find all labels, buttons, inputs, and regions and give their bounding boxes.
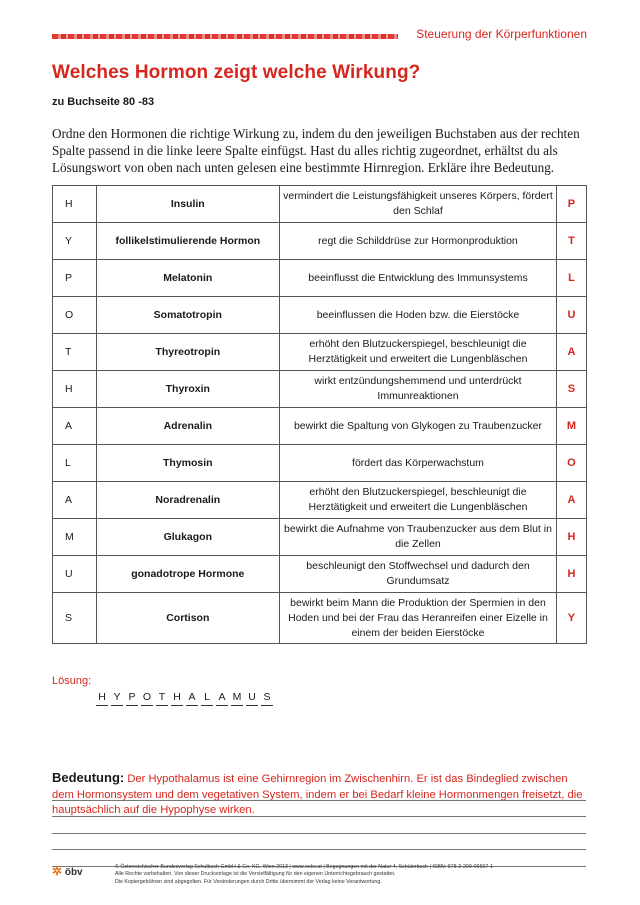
row-letter: H [53, 186, 97, 223]
row-solution-letter: L [556, 260, 586, 297]
row-hormone-name: Insulin [96, 186, 280, 223]
row-effect: erhöht den Blutzuckerspiegel, beschleunigt die Herztätigkeit und erweitert die Lungenbläschen [280, 482, 557, 519]
solution-letter: H [171, 691, 183, 706]
row-solution-letter: P [556, 186, 586, 223]
row-solution-letter: S [556, 371, 586, 408]
row-effect: beeinflussen die Hoden bzw. die Eierstöcke [280, 297, 557, 334]
meaning-label: Bedeutung: [52, 770, 125, 785]
table-row [53, 223, 587, 260]
solution-letter: M [231, 691, 243, 706]
solution-letter: P [126, 691, 138, 706]
meaning-block [52, 770, 586, 819]
row-hormone-name: Melatonin [96, 260, 280, 297]
footer-line-2: Alle Rechte vorbehalten. Von dieser Druckvorlage ist die Vervielfältigung für den eigenen Unterrichtsgebrauch gestattet. [115, 871, 396, 878]
row-effect: bewirkt beim Mann die Produktion der Spermien in den Hoden und bei der Frau das Heranreifen einer Eizelle in einem der beiden Eierstöcke [280, 593, 557, 644]
row-hormone-name: Somatotropin [96, 297, 280, 334]
publisher-logo [52, 864, 83, 878]
page-subtitle: zu Buchseite 80 -83 [52, 96, 155, 108]
row-letter: A [53, 482, 97, 519]
table-row [53, 371, 587, 408]
row-effect: erhöht den Blutzuckerspiegel, beschleunigt die Herztätigkeit und erweitert die Lungenbläschen [280, 334, 557, 371]
row-letter: H [53, 371, 97, 408]
table-row [53, 519, 587, 556]
solution-letter: H [96, 691, 108, 706]
row-letter: U [53, 556, 97, 593]
solution-letter: T [156, 691, 168, 706]
table-row [53, 334, 587, 371]
row-effect: bewirkt die Spaltung von Glykogen zu Traubenzucker [280, 408, 557, 445]
row-effect: beeinflusst die Entwicklung des Immunsystems [280, 260, 557, 297]
table-row [53, 260, 587, 297]
row-hormone-name: Noradrenalin [96, 482, 280, 519]
row-letter: L [53, 445, 97, 482]
row-hormone-name: Adrenalin [96, 408, 280, 445]
row-solution-letter: A [556, 482, 586, 519]
row-letter: S [53, 593, 97, 644]
table-row [53, 408, 587, 445]
hormone-table [52, 185, 587, 644]
row-effect: regt die Schilddrüse zur Hormonproduktion [280, 223, 557, 260]
solution-label: Lösung: [52, 675, 92, 687]
table-row [53, 297, 587, 334]
row-solution-letter: H [556, 519, 586, 556]
solution-letter: Y [111, 691, 123, 706]
solution-letter: O [141, 691, 153, 706]
row-solution-letter: H [556, 556, 586, 593]
row-letter: P [53, 260, 97, 297]
solution-letter: S [261, 691, 273, 706]
table-row [53, 482, 587, 519]
logo-text: öbv [64, 867, 83, 878]
row-effect: bewirkt die Aufnahme von Traubenzucker aus dem Blut in die Zellen [280, 519, 557, 556]
row-letter: Y [53, 223, 97, 260]
table-row [53, 186, 587, 223]
row-hormone-name: gonadotrope Hormone [96, 556, 280, 593]
row-hormone-name: Cortison [96, 593, 280, 644]
row-effect: beschleunigt den Stoffwechsel und dadurch den Grundumsatz [280, 556, 557, 593]
row-hormone-name: Thyreotropin [96, 334, 280, 371]
solution-word [96, 691, 273, 706]
row-solution-letter: Y [556, 593, 586, 644]
solution-letter: U [246, 691, 258, 706]
row-solution-letter: U [556, 297, 586, 334]
header-decor-bar [52, 34, 398, 39]
solution-letter: A [216, 691, 228, 706]
solution-letter: A [186, 691, 198, 706]
footer-line-3: Die Kopiergebühren sind abgegolten. Für Veränderungen durch Dritte übernimmt der Verlag keine Verantwortung. [115, 878, 382, 885]
footer-line-1: © Österreichischer Bundesverlag Schulbuch GmbH & Co. KG, Wien 2013 | www.oebv.at | Begegnungen mit der Natur 4, Schülerbuch | ISBN: 978-3-209-06597-1 [115, 864, 494, 870]
row-effect: vermindert die Leistungsfähigkeit unseres Körpers, fördert den Schlaf [280, 186, 557, 223]
section-title: Steuerung der Körperfunktionen [416, 27, 587, 41]
table-row [53, 556, 587, 593]
row-hormone-name: Thyroxin [96, 371, 280, 408]
table-row [53, 445, 587, 482]
row-solution-letter: M [556, 408, 586, 445]
page-title: Welches Hormon zeigt welche Wirkung? [52, 62, 421, 83]
row-letter: T [53, 334, 97, 371]
row-letter: A [53, 408, 97, 445]
table-row [53, 593, 587, 644]
row-letter: O [53, 297, 97, 334]
row-effect: wirkt entzündungshemmend und unterdrückt Immunreaktionen [280, 371, 557, 408]
row-hormone-name: Glukagon [96, 519, 280, 556]
row-solution-letter: T [556, 223, 586, 260]
instructions: Ordne den Hormonen die richtige Wirkung zu, indem du den jeweiligen Buchstaben aus der rechten Spalte passend in die linke leere Spalte einfügst. Hast du alles richtig zugeordnet, erhältst du als Lösungswort von oben nach unten gelesen eine bestimmte Hirnregion. Erkläre ihre Bedeutung. [52, 126, 580, 175]
meaning-text: Der Hypothalamus ist eine Gehirnregion im Zwischenhirn. Er ist das Bindeglied zwischen dem Hormonsystem und dem vegetativen System, indem er bei Bedarf kleine Hormonmengen freisetzt, die hauptsächlich auf die Hypophyse wirken. [52, 773, 583, 816]
row-effect: fördert das Körperwachstum [280, 445, 557, 482]
row-solution-letter: O [556, 445, 586, 482]
logo-dot-icon: ✲ [52, 864, 63, 878]
footer-legal [115, 864, 585, 886]
row-hormone-name: follikelstimulierende Hormon [96, 223, 280, 260]
solution-letter: L [201, 691, 213, 706]
row-solution-letter: A [556, 334, 586, 371]
row-hormone-name: Thymosin [96, 445, 280, 482]
row-letter: M [53, 519, 97, 556]
